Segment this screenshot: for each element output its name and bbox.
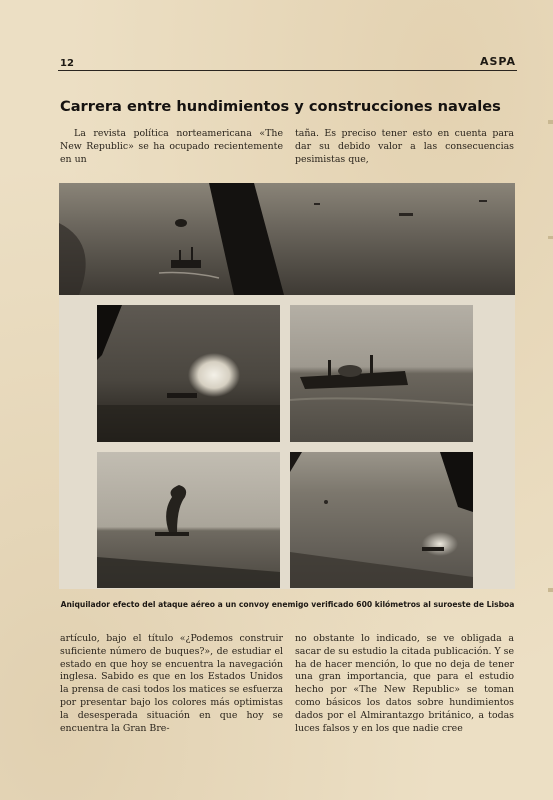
magazine-name: ASPA: [479, 55, 516, 68]
article-title: Carrera entre hundimientos y construcciones navales: [60, 98, 501, 115]
header-rule: [58, 70, 517, 71]
smoke-column-photo: [97, 452, 280, 588]
page-edge-tear: [548, 588, 553, 592]
bomb-explosion-photo: [97, 305, 280, 442]
body-column-left: [60, 633, 283, 735]
intro-column-left: [60, 128, 283, 166]
intro-paragraph-left: La revista política norteamericana «The New Republic» se ha ocupado recientemente en un: [60, 128, 283, 165]
aerial-convoy-photo: [59, 183, 515, 295]
body-column-right: [295, 633, 514, 735]
body-paragraph-right: no obstante lo indicado, se ve obligada a sacar de su estudio la citada publicación. Y se ha de hacer mención, lo que no deja de tener una gran importancia, que para el estudio hecho por «The New Republic» se toman como básicos los datos sobre hundimientos dados por el Almirantazgo británico, a todas luces falsos y en los que nadie cree: [295, 633, 514, 734]
intro-column-right: [295, 128, 514, 166]
page-edge-tear: [548, 236, 553, 239]
ship-hit-photo: [290, 305, 473, 442]
intro-paragraph-right: taña. Es preciso tener esto en cuenta para dar su debido valor a las consecuencias pesimistas que,: [295, 128, 514, 165]
page-edge-tear: [548, 120, 553, 124]
explosion-near-ship-photo: [290, 452, 473, 588]
page-number: 12: [60, 58, 74, 69]
body-paragraph-left: artículo, bajo el título «¿Podemos construir suficiente número de buques?», de estudiar el estado en que hoy se encuentra la navegación inglesa. Sabido es que en los Estados Unidos la prensa de casi todos los matices se esfuerza por presentar bajo los colores más optimistas la desesperada situación en que hoy se encuentra la Gran Bre-: [60, 633, 283, 734]
photo-caption: Aniquilador efecto del ataque aéreo a un convoy enemigo verificado 600 kilómetros al suroeste de Lisboa: [60, 600, 515, 609]
